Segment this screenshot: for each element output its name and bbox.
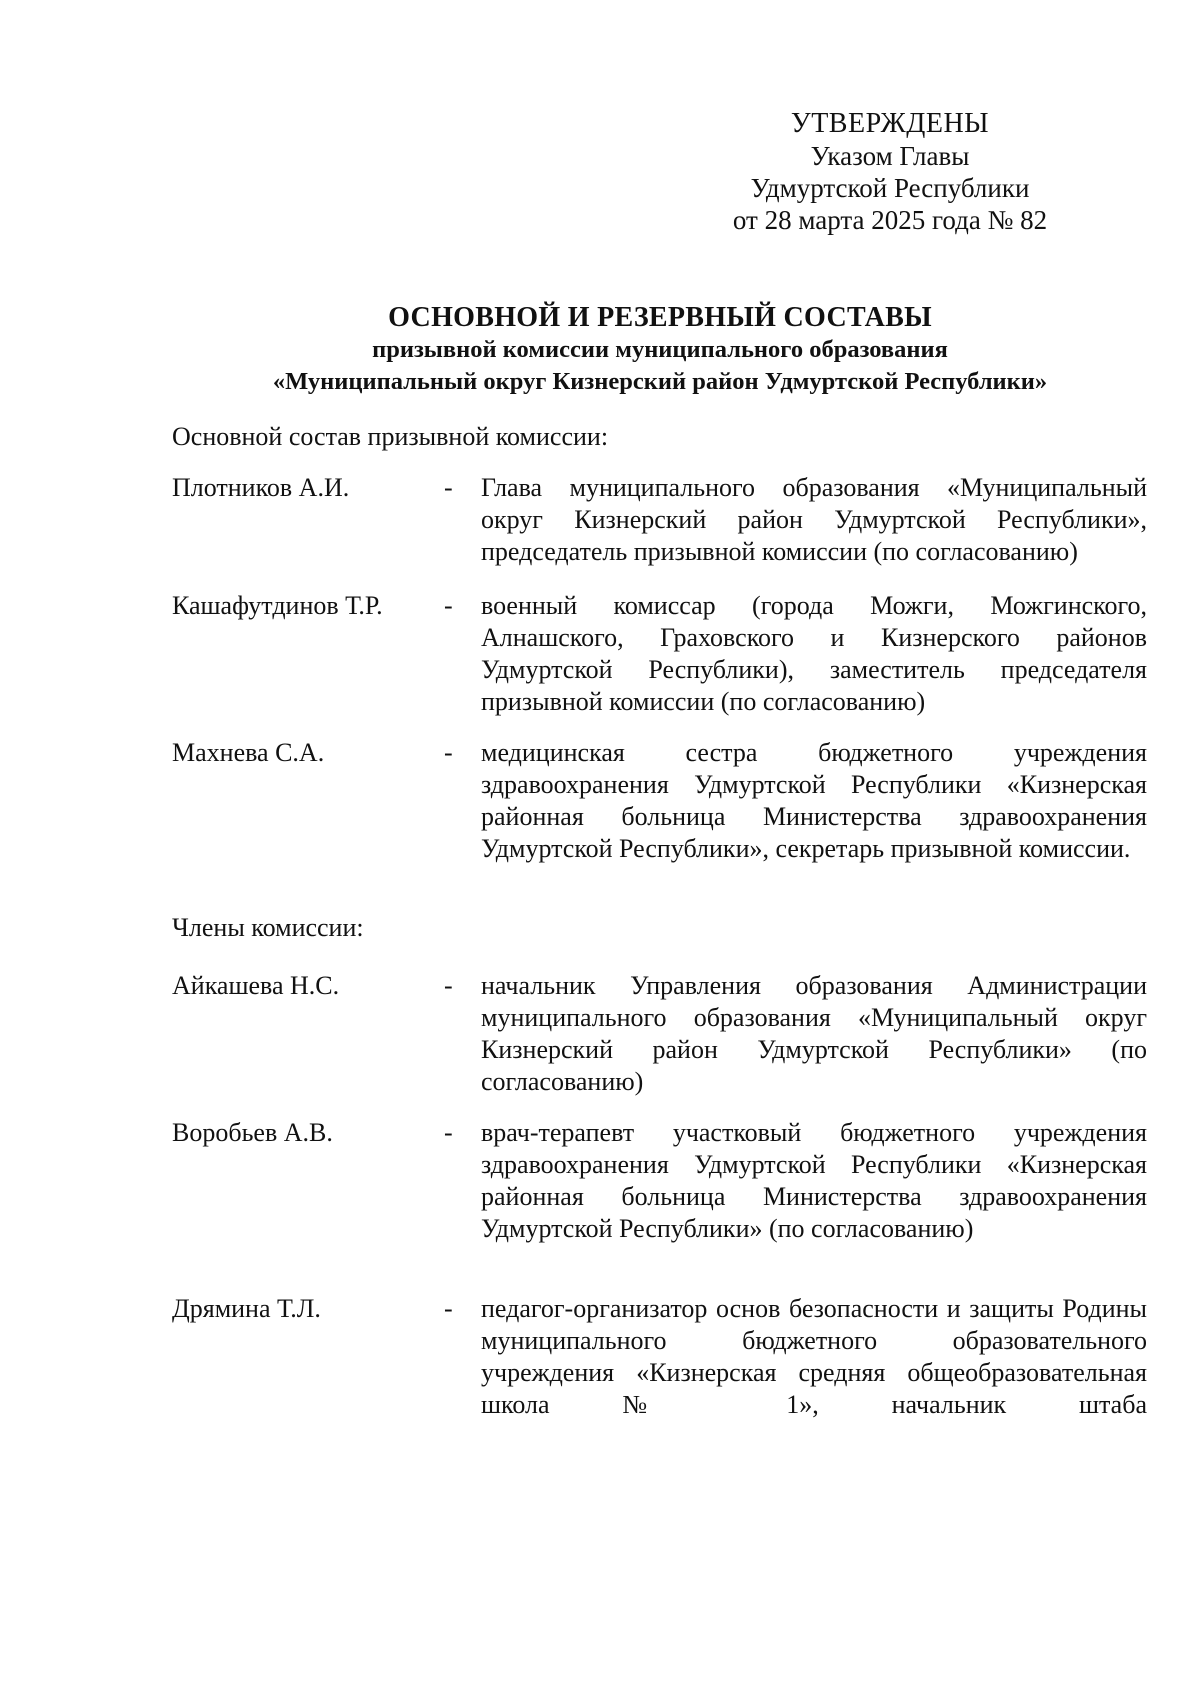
approval-line-date: от 28 марта 2025 года № 82 xyxy=(732,205,1048,235)
approval-stamp xyxy=(700,108,1080,236)
member-dash: - xyxy=(444,971,453,1000)
main-section-label: Основной состав призывной комиссии: xyxy=(172,422,609,451)
document-title: ОСНОВНОЙ И РЕЗЕРВНЫЙ СОСТАВЫ xyxy=(388,302,932,333)
member-dash: - xyxy=(444,591,453,620)
member-dash: - xyxy=(444,1294,453,1323)
member-name: Плотников А.И. xyxy=(172,473,350,502)
document-heading xyxy=(170,302,1150,398)
member-role: медицинская сестра бюджетного учреждения здравоохранения Удмуртской Республики «Кизнерская районная больница Министерства здравоохранения Удмуртской Республики», секретарь призывной комиссии. xyxy=(481,738,1147,863)
member-name: Махнева С.А. xyxy=(172,738,325,767)
member-name: Воробьев А.В. xyxy=(172,1118,333,1147)
member-name: Кашафутдинов Т.Р. xyxy=(172,591,383,620)
member-name: Дрямина Т.Л. xyxy=(172,1294,321,1323)
member-role: педагог-организатор основ безопасности и защиты Родины муниципального бюджетного образовательного учреждения «Кизнерская средняя общеобразовательная школа № 1», начальник штаба xyxy=(481,1294,1147,1419)
members-section-label: Члены комиссии: xyxy=(172,913,364,942)
approval-line-republic: Удмуртской Республики xyxy=(750,173,1030,203)
member-name: Айкашева Н.С. xyxy=(172,971,340,1000)
approval-line-decree: Указом Главы xyxy=(810,141,970,171)
document-subtitle-2: «Муниципальный округ Кизнерский район Удмуртской Республики» xyxy=(272,368,1048,395)
member-role: военный комиссар (города Можги, Можгинского, Алнашского, Граховского и Кизнерского районов Удмуртской Республики), заместитель председателя призывной комиссии (по согласованию) xyxy=(481,591,1147,716)
member-role: начальник Управления образования Администрации муниципального образования «Муниципальный округ Кизнерский район Удмуртской Республики» (по согласованию) xyxy=(481,971,1147,1096)
member-dash: - xyxy=(444,1118,453,1147)
member-role: Глава муниципального образования «Муниципальный округ Кизнерский район Удмуртской Республики», председатель призывной комиссии (по согласованию) xyxy=(481,473,1147,566)
member-role: врач-терапевт участковый бюджетного учреждения здравоохранения Удмуртской Республики «Кизнерская районная больница Министерства здравоохранения Удмуртской Республики» (по согласованию) xyxy=(481,1118,1147,1243)
document-subtitle-1: призывной комиссии муниципального образования xyxy=(372,336,948,363)
member-dash: - xyxy=(444,738,453,767)
approval-title: УТВЕРЖДЕНЫ xyxy=(790,108,990,139)
member-dash: - xyxy=(444,473,453,502)
